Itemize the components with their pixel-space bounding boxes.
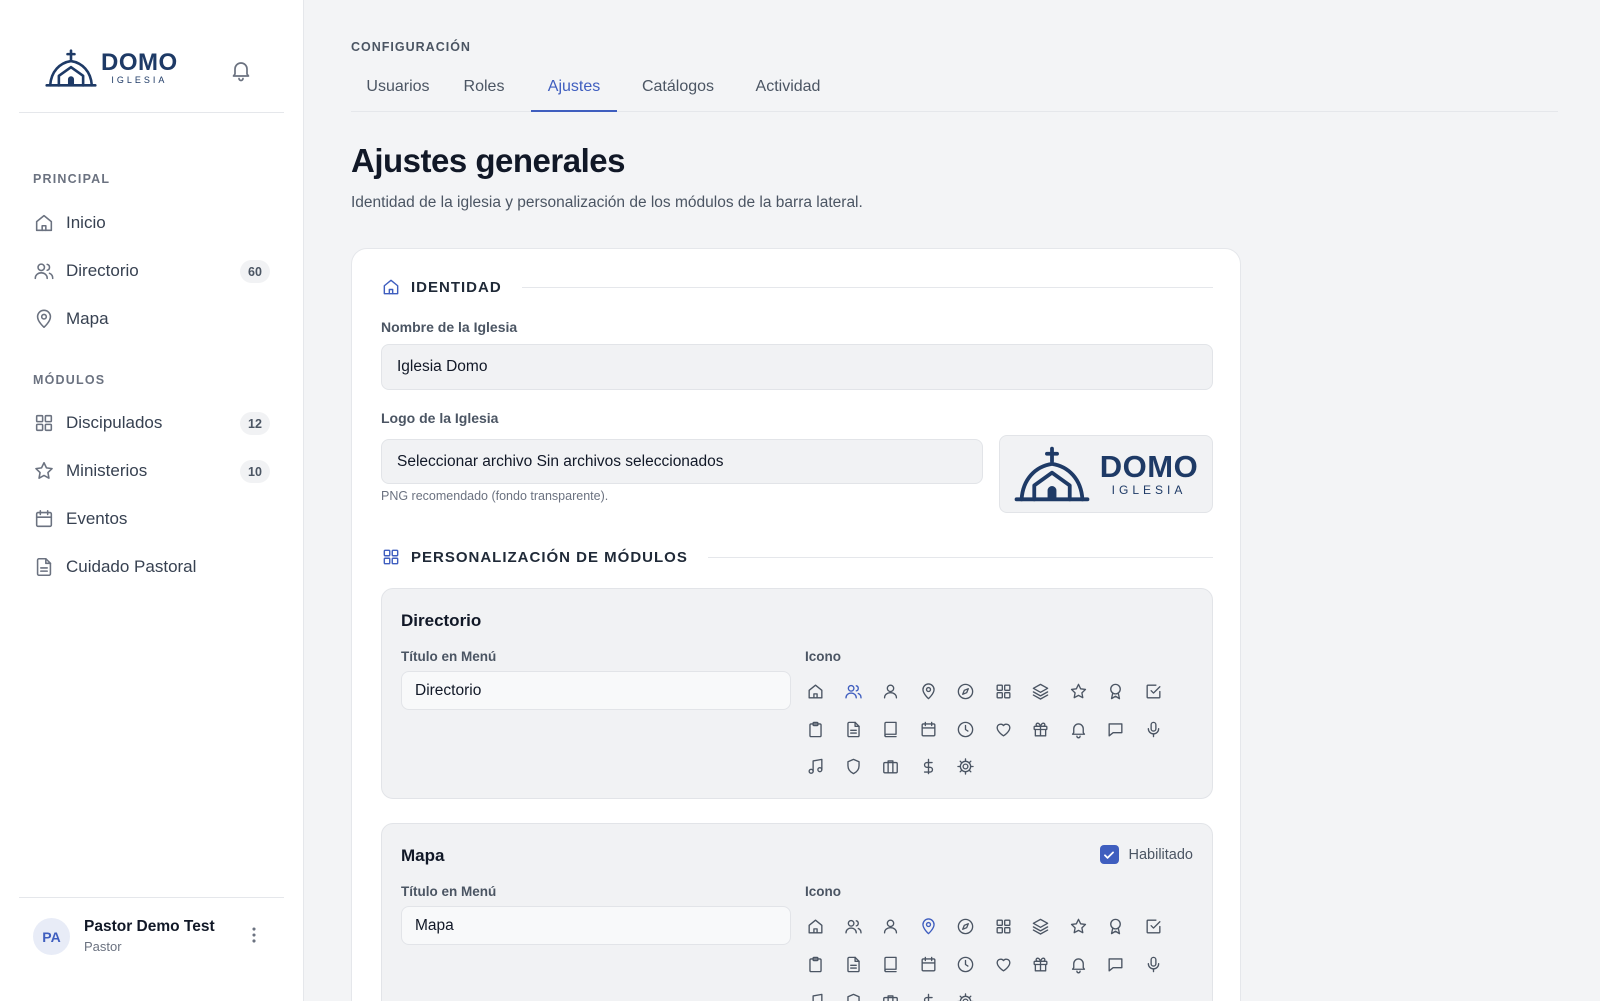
gift-icon — [1031, 955, 1050, 974]
star-icon — [1069, 917, 1088, 936]
nav-section-principal: PRINCIPAL — [33, 172, 111, 186]
sidebar-item-inicio[interactable] — [19, 203, 284, 243]
icon-option-clock[interactable] — [947, 946, 985, 984]
section-title: PERSONALIZACIÓN DE MÓDULOS — [411, 548, 688, 566]
church-logo-label: Logo de la Iglesia — [381, 410, 499, 426]
heart-icon — [994, 720, 1013, 739]
gift-icon — [1031, 720, 1050, 739]
icon-option-briefcase[interactable] — [872, 983, 910, 1001]
logo-hint: PNG recomendado (fondo transparente). — [381, 489, 609, 503]
icon-option-gift[interactable] — [1022, 946, 1060, 984]
home-icon — [381, 277, 401, 297]
compass-icon — [956, 682, 975, 701]
settings-tabs — [351, 74, 1558, 112]
calendar-icon — [919, 720, 938, 739]
brand-header — [19, 0, 284, 113]
tab-roles[interactable]: Roles — [463, 78, 505, 95]
main-content — [304, 0, 1600, 1001]
users-icon — [33, 260, 55, 282]
menu-title-label: Título en Menú — [401, 649, 497, 664]
menu-title-value: Mapa — [415, 916, 454, 934]
sidebar — [0, 0, 304, 1001]
award-icon — [1106, 917, 1125, 936]
message-icon — [1106, 955, 1125, 974]
icon-picker — [797, 908, 1177, 1001]
brand-name: DOMO — [101, 49, 178, 76]
breadcrumb: CONFIGURACIÓN — [351, 40, 471, 54]
sidebar-item-ministerios[interactable] — [19, 451, 284, 491]
modules-section-header — [381, 547, 1213, 567]
mic-icon — [1144, 720, 1163, 739]
user-profile — [19, 897, 284, 977]
calendar-icon — [33, 508, 55, 530]
home-icon — [33, 212, 55, 234]
module-card-directorio — [381, 588, 1213, 799]
calendar-icon — [919, 955, 938, 974]
icon-option-users[interactable] — [835, 673, 873, 711]
briefcase-icon — [881, 992, 900, 1001]
star-icon — [33, 460, 55, 482]
icon-option-book[interactable] — [872, 711, 910, 749]
icon-option-star[interactable] — [1060, 673, 1098, 711]
compass-icon — [956, 917, 975, 936]
sidebar-item-label: Discipulados — [66, 413, 163, 432]
gear-icon — [956, 757, 975, 776]
icon-option-star[interactable] — [1060, 908, 1098, 946]
book-icon — [881, 955, 900, 974]
more-options-icon[interactable] — [243, 924, 265, 946]
icon-option-award[interactable] — [1097, 908, 1135, 946]
nav-section-modulos: MÓDULOS — [33, 373, 106, 387]
church-name-label: Nombre de la Iglesia — [381, 319, 518, 335]
menu-title-label: Título en Menú — [401, 884, 497, 899]
icon-option-grid[interactable] — [985, 673, 1023, 711]
heart-icon — [994, 955, 1013, 974]
icon-option-clipboard[interactable] — [797, 946, 835, 984]
enabled-label: Habilitado — [1128, 846, 1193, 863]
icon-option-users[interactable] — [835, 908, 873, 946]
award-icon — [1106, 682, 1125, 701]
icon-option-compass[interactable] — [947, 908, 985, 946]
icon-option-home[interactable] — [797, 908, 835, 946]
module-title: Directorio — [401, 611, 482, 630]
icon-option-grid[interactable] — [985, 908, 1023, 946]
clock-icon — [956, 955, 975, 974]
icon-option-mic[interactable] — [1135, 946, 1173, 984]
tab-catalogos[interactable]: Catálogos — [641, 78, 715, 95]
icon-option-gear[interactable] — [947, 983, 985, 1001]
logo-preview-subtitle: IGLESIA — [1111, 483, 1187, 497]
enabled-toggle[interactable] — [1100, 845, 1194, 864]
logo-file-input[interactable] — [381, 439, 983, 484]
enabled-checkbox[interactable] — [1100, 845, 1119, 864]
grid-icon — [994, 682, 1013, 701]
map-pin-icon — [919, 917, 938, 936]
star-icon — [1069, 682, 1088, 701]
sidebar-item-eventos[interactable] — [19, 499, 284, 539]
dollar-icon — [919, 992, 938, 1001]
clipboard-icon — [806, 720, 825, 739]
icon-option-shield[interactable] — [835, 983, 873, 1001]
sidebar-item-label: Directorio — [66, 261, 139, 280]
icon-label: Icono — [805, 884, 841, 899]
icon-option-music[interactable] — [797, 748, 835, 786]
icon-option-heart[interactable] — [985, 711, 1023, 749]
home-icon — [806, 917, 825, 936]
file-status: Sin archivos seleccionados — [536, 452, 724, 470]
icon-option-file-text[interactable] — [835, 711, 873, 749]
icon-option-heart[interactable] — [985, 946, 1023, 984]
message-icon — [1106, 720, 1125, 739]
map-pin-icon — [919, 682, 938, 701]
icon-option-calendar[interactable] — [910, 946, 948, 984]
count-badge: 10 — [240, 460, 270, 483]
gear-icon — [956, 992, 975, 1001]
icon-option-compass[interactable] — [947, 673, 985, 711]
tab-ajustes[interactable]: Ajustes — [531, 74, 617, 112]
icon-option-bell[interactable] — [1060, 946, 1098, 984]
sidebar-item-mapa[interactable] — [19, 299, 284, 339]
icon-label: Icono — [805, 649, 841, 664]
grid-icon — [381, 547, 401, 567]
icon-option-bell[interactable] — [1060, 711, 1098, 749]
sidebar-item-cuidado-pastoral[interactable] — [19, 547, 284, 587]
shield-icon — [844, 757, 863, 776]
clipboard-icon — [806, 955, 825, 974]
file-text-icon — [844, 720, 863, 739]
sidebar-item-label: Ministerios — [66, 461, 148, 480]
icon-option-calendar[interactable] — [910, 711, 948, 749]
church-name-value: Iglesia Domo — [397, 358, 488, 375]
bell-icon — [1069, 955, 1088, 974]
icon-option-message[interactable] — [1097, 946, 1135, 984]
church-name-input[interactable] — [381, 344, 1213, 390]
bell-icon — [1069, 720, 1088, 739]
icon-option-dollar[interactable] — [910, 748, 948, 786]
icon-option-map-pin[interactable] — [910, 673, 948, 711]
file-select-button[interactable]: Seleccionar archivo — [397, 452, 533, 470]
logo-preview — [999, 435, 1213, 513]
notifications-bell-icon[interactable] — [229, 58, 253, 82]
module-card-mapa — [381, 823, 1213, 1001]
music-icon — [806, 757, 825, 776]
avatar[interactable]: PA — [33, 918, 70, 955]
church-logo-icon — [1014, 446, 1090, 502]
icon-option-file-text[interactable] — [835, 946, 873, 984]
layers-icon — [1031, 917, 1050, 936]
count-badge: 12 — [240, 412, 270, 435]
icon-option-award[interactable] — [1097, 673, 1135, 711]
settings-card — [351, 248, 1241, 1001]
file-text-icon — [33, 556, 55, 578]
layers-icon — [1031, 682, 1050, 701]
brand-subtitle: IGLESIA — [111, 75, 168, 85]
tab-actividad[interactable]: Actividad — [755, 78, 821, 95]
icon-option-check-square[interactable] — [1135, 908, 1173, 946]
sidebar-item-directorio[interactable] — [19, 251, 284, 291]
icon-option-clock[interactable] — [947, 711, 985, 749]
user-name: Pastor Demo Test — [84, 918, 215, 935]
grid-icon — [33, 412, 55, 434]
church-logo-icon — [45, 48, 97, 88]
divider — [708, 557, 1213, 558]
clock-icon — [956, 720, 975, 739]
count-badge: 60 — [240, 260, 270, 283]
user-role: Pastor — [84, 939, 122, 954]
icon-option-music[interactable] — [797, 983, 835, 1001]
page-subtitle: Identidad de la iglesia y personalización de los módulos de la barra lateral. — [351, 194, 863, 211]
divider — [522, 287, 1213, 288]
home-icon — [806, 682, 825, 701]
sidebar-item-discipulados[interactable] — [19, 403, 284, 443]
icon-picker — [797, 673, 1177, 786]
icon-option-briefcase[interactable] — [872, 748, 910, 786]
menu-title-input[interactable] — [401, 671, 791, 710]
brand-logo[interactable] — [45, 48, 178, 88]
map-pin-icon — [33, 308, 55, 330]
icon-option-clipboard[interactable] — [797, 711, 835, 749]
users-icon — [844, 917, 863, 936]
users-icon — [844, 682, 863, 701]
sidebar-item-label: Mapa — [66, 309, 109, 328]
icon-option-mic[interactable] — [1135, 711, 1173, 749]
tab-usuarios[interactable]: Usuarios — [366, 78, 430, 95]
section-title: IDENTIDAD — [411, 278, 502, 296]
grid-icon — [994, 917, 1013, 936]
sidebar-item-label: Eventos — [66, 509, 128, 528]
shield-icon — [844, 992, 863, 1001]
page-title: Ajustes generales — [351, 142, 625, 179]
icon-option-gift[interactable] — [1022, 711, 1060, 749]
icon-option-check-square[interactable] — [1135, 673, 1173, 711]
icon-option-shield[interactable] — [835, 748, 873, 786]
user-icon — [881, 682, 900, 701]
icon-option-gear[interactable] — [947, 748, 985, 786]
file-text-icon — [844, 955, 863, 974]
user-icon — [881, 917, 900, 936]
dollar-icon — [919, 757, 938, 776]
menu-title-input[interactable] — [401, 906, 791, 945]
sidebar-item-label: Cuidado Pastoral — [66, 557, 197, 576]
icon-option-user[interactable] — [872, 673, 910, 711]
icon-option-user[interactable] — [872, 908, 910, 946]
book-icon — [881, 720, 900, 739]
menu-title-value: Directorio — [415, 681, 482, 699]
icon-option-message[interactable] — [1097, 711, 1135, 749]
check-square-icon — [1144, 917, 1163, 936]
icon-option-layers[interactable] — [1022, 908, 1060, 946]
icon-option-book[interactable] — [872, 946, 910, 984]
mic-icon — [1144, 955, 1163, 974]
check-square-icon — [1144, 682, 1163, 701]
icon-option-home[interactable] — [797, 673, 835, 711]
module-title: Mapa — [401, 846, 445, 865]
sidebar-item-label: Inicio — [66, 213, 106, 232]
icon-option-map-pin[interactable] — [910, 908, 948, 946]
logo-preview-name: DOMO — [1099, 449, 1199, 484]
icon-option-layers[interactable] — [1022, 673, 1060, 711]
music-icon — [806, 992, 825, 1001]
icon-option-dollar[interactable] — [910, 983, 948, 1001]
check-icon — [1102, 848, 1116, 862]
identity-section-header — [381, 277, 1213, 297]
briefcase-icon — [881, 757, 900, 776]
